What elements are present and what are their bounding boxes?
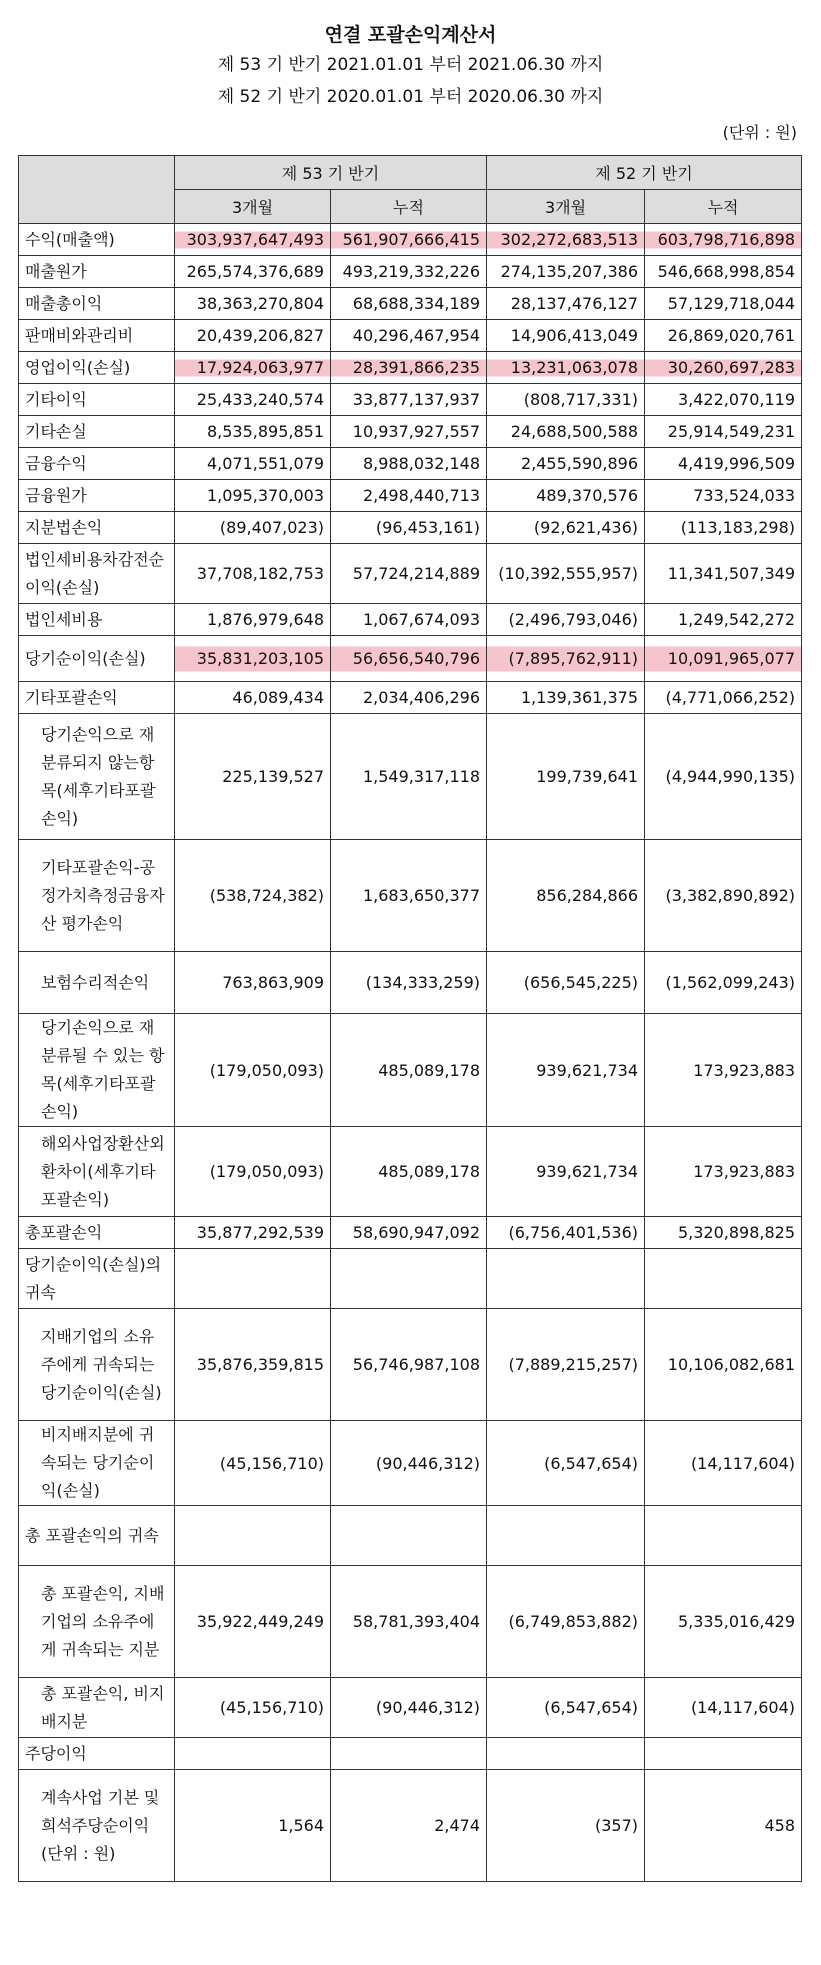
value-cell: 485,089,178 (331, 1014, 487, 1127)
value-cell: (7,889,215,257) (487, 1309, 645, 1421)
value-cell: 17,924,063,977 (175, 352, 331, 384)
value-cell (487, 1506, 645, 1566)
value-cell: 30,260,697,283 (645, 352, 802, 384)
table-row (19, 1217, 802, 1249)
value-cell: (656,545,225) (487, 952, 645, 1014)
value-cell: 35,922,449,249 (175, 1566, 331, 1678)
value-cell: 28,391,866,235 (331, 352, 487, 384)
table-row (19, 604, 802, 636)
table-row (19, 682, 802, 714)
value-cell: 58,781,393,404 (331, 1566, 487, 1678)
row-label: 금융수익 (19, 448, 175, 480)
value-cell: 26,869,020,761 (645, 320, 802, 352)
row-label: 당기손익으로 재분류될 수 있는 항목(세후기타포괄손익) (19, 1014, 175, 1127)
value-cell: 302,272,683,513 (487, 224, 645, 256)
value-cell: 225,139,527 (175, 714, 331, 840)
value-cell: 2,474 (331, 1770, 487, 1882)
value-cell: 173,923,883 (645, 1014, 802, 1127)
row-label: 당기손익으로 재분류되지 않는항목(세후기타포괄손익) (19, 714, 175, 840)
value-cell: 1,249,542,272 (645, 604, 802, 636)
value-cell: 939,621,734 (487, 1127, 645, 1217)
value-cell: (6,749,853,882) (487, 1566, 645, 1678)
value-cell (487, 1738, 645, 1770)
table-row (19, 1678, 802, 1738)
value-cell (331, 1738, 487, 1770)
value-cell: 68,688,334,189 (331, 288, 487, 320)
value-cell (645, 1506, 802, 1566)
table-row (19, 636, 802, 682)
value-cell: (96,453,161) (331, 512, 487, 544)
value-cell (645, 1738, 802, 1770)
value-cell: (45,156,710) (175, 1678, 331, 1738)
value-cell: 489,370,576 (487, 480, 645, 512)
value-cell: (1,562,099,243) (645, 952, 802, 1014)
value-cell: 2,455,590,896 (487, 448, 645, 480)
header-period-53: 제 53 기 반기 (175, 156, 487, 190)
header-blank (19, 156, 175, 224)
value-cell: 35,876,359,815 (175, 1309, 331, 1421)
value-cell: 28,137,476,127 (487, 288, 645, 320)
table-row (19, 288, 802, 320)
table-row (19, 1770, 802, 1882)
value-cell: 856,284,866 (487, 840, 645, 952)
value-cell: 561,907,666,415 (331, 224, 487, 256)
value-cell: (808,717,331) (487, 384, 645, 416)
value-cell: 458 (645, 1770, 802, 1882)
row-label: 수익(매출액) (19, 224, 175, 256)
header-cumulative-53: 누적 (331, 190, 487, 224)
value-cell: 20,439,206,827 (175, 320, 331, 352)
table-row (19, 480, 802, 512)
table-row (19, 384, 802, 416)
value-cell: 38,363,270,804 (175, 288, 331, 320)
table-row (19, 352, 802, 384)
value-cell: 24,688,500,588 (487, 416, 645, 448)
table-row (19, 1506, 802, 1566)
value-cell: 546,668,998,854 (645, 256, 802, 288)
value-cell: 763,863,909 (175, 952, 331, 1014)
value-cell: 35,831,203,105 (175, 636, 331, 682)
value-cell: 14,906,413,049 (487, 320, 645, 352)
value-cell: 303,937,647,493 (175, 224, 331, 256)
value-cell: 25,914,549,231 (645, 416, 802, 448)
row-label: 해외사업장환산외환차이(세후기타포괄손익) (19, 1127, 175, 1217)
table-row (19, 952, 802, 1014)
value-cell: 57,129,718,044 (645, 288, 802, 320)
value-cell: (90,446,312) (331, 1678, 487, 1738)
value-cell: (4,771,066,252) (645, 682, 802, 714)
row-label: 총 포괄손익, 비지배지분 (19, 1678, 175, 1738)
value-cell: 10,091,965,077 (645, 636, 802, 682)
value-cell: 4,071,551,079 (175, 448, 331, 480)
row-label: 매출총이익 (19, 288, 175, 320)
table-row (19, 714, 802, 840)
row-label: 기타이익 (19, 384, 175, 416)
table-row (19, 320, 802, 352)
value-cell: 939,621,734 (487, 1014, 645, 1127)
table-row (19, 1127, 802, 1217)
row-label: 계속사업 기본 및 희석주당순이익 (단위 : 원) (19, 1770, 175, 1882)
header-3month-53: 3개월 (175, 190, 331, 224)
value-cell: 25,433,240,574 (175, 384, 331, 416)
value-cell: 58,690,947,092 (331, 1217, 487, 1249)
row-label: 기타포괄손익 (19, 682, 175, 714)
value-cell: 8,535,895,851 (175, 416, 331, 448)
value-cell: 35,877,292,539 (175, 1217, 331, 1249)
row-label: 당기순이익(손실)의 귀속 (19, 1249, 175, 1309)
value-cell: 603,798,716,898 (645, 224, 802, 256)
table-row (19, 416, 802, 448)
value-cell: (7,895,762,911) (487, 636, 645, 682)
value-cell: 1,067,674,093 (331, 604, 487, 636)
value-cell: 33,877,137,937 (331, 384, 487, 416)
value-cell: 10,106,082,681 (645, 1309, 802, 1421)
value-cell: (179,050,093) (175, 1127, 331, 1217)
value-cell (331, 1249, 487, 1309)
document-title: 연결 포괄손익계산서 (324, 24, 497, 46)
row-label: 당기순이익(손실) (19, 636, 175, 682)
table-row (19, 840, 802, 952)
value-cell: 10,937,927,557 (331, 416, 487, 448)
table-row (19, 1738, 802, 1770)
value-cell: 1,095,370,003 (175, 480, 331, 512)
value-cell: 2,498,440,713 (331, 480, 487, 512)
row-label: 주당이익 (19, 1738, 175, 1770)
row-label: 매출원가 (19, 256, 175, 288)
table-row (19, 544, 802, 604)
table-row (19, 224, 802, 256)
value-cell: 13,231,063,078 (487, 352, 645, 384)
value-cell (331, 1506, 487, 1566)
value-cell: (357) (487, 1770, 645, 1882)
row-label: 기타포괄손익-공정가치측정금융자산 평가손익 (19, 840, 175, 952)
header-period-52: 제 52 기 반기 (487, 156, 802, 190)
value-cell: (45,156,710) (175, 1421, 331, 1506)
value-cell: (6,547,654) (487, 1678, 645, 1738)
table-row (19, 1566, 802, 1678)
row-label: 지분법손익 (19, 512, 175, 544)
value-cell: (113,183,298) (645, 512, 802, 544)
value-cell: 8,988,032,148 (331, 448, 487, 480)
value-cell: (14,117,604) (645, 1678, 802, 1738)
value-cell: 11,341,507,349 (645, 544, 802, 604)
row-label: 법인세비용차감전순이익(손실) (19, 544, 175, 604)
value-cell: (134,333,259) (331, 952, 487, 1014)
table-row (19, 448, 802, 480)
period-current: 제 53 기 반기 2021.01.01 부터 2021.06.30 까지 (217, 55, 604, 75)
row-label: 총포괄손익 (19, 1217, 175, 1249)
value-cell: 485,089,178 (331, 1127, 487, 1217)
row-label: 보험수리적손익 (19, 952, 175, 1014)
header-3month-52: 3개월 (487, 190, 645, 224)
value-cell: 3,422,070,119 (645, 384, 802, 416)
value-cell: 5,335,016,429 (645, 1566, 802, 1678)
value-cell: (90,446,312) (331, 1421, 487, 1506)
value-cell (175, 1249, 331, 1309)
income-statement-table (18, 155, 802, 1882)
row-label: 총 포괄손익, 지배기업의 소유주에게 귀속되는 지분 (19, 1566, 175, 1678)
value-cell (487, 1249, 645, 1309)
row-label: 총 포괄손익의 귀속 (19, 1506, 175, 1566)
table-row (19, 256, 802, 288)
row-label: 지배기업의 소유주에게 귀속되는 당기순이익(손실) (19, 1309, 175, 1421)
value-cell: (3,382,890,892) (645, 840, 802, 952)
value-cell: 733,524,033 (645, 480, 802, 512)
value-cell: 1,683,650,377 (331, 840, 487, 952)
row-label: 비지배지분에 귀속되는 당기순이익(손실) (19, 1421, 175, 1506)
value-cell: 56,656,540,796 (331, 636, 487, 682)
unit-label: (단위 : 원) (722, 123, 797, 142)
value-cell (175, 1738, 331, 1770)
header-cumulative-52: 누적 (645, 190, 802, 224)
value-cell: 4,419,996,509 (645, 448, 802, 480)
value-cell: (14,117,604) (645, 1421, 802, 1506)
value-cell: 493,219,332,226 (331, 256, 487, 288)
value-cell (175, 1506, 331, 1566)
value-cell: 56,746,987,108 (331, 1309, 487, 1421)
table-row (19, 1249, 802, 1309)
value-cell: (6,756,401,536) (487, 1217, 645, 1249)
table-row (19, 1309, 802, 1421)
row-label: 금융원가 (19, 480, 175, 512)
value-cell (645, 1249, 802, 1309)
value-cell: (2,496,793,046) (487, 604, 645, 636)
value-cell: (6,547,654) (487, 1421, 645, 1506)
value-cell: (179,050,093) (175, 1014, 331, 1127)
row-label: 법인세비용 (19, 604, 175, 636)
value-cell: 40,296,467,954 (331, 320, 487, 352)
value-cell: 37,708,182,753 (175, 544, 331, 604)
value-cell: 5,320,898,825 (645, 1217, 802, 1249)
value-cell: (538,724,382) (175, 840, 331, 952)
value-cell: 57,724,214,889 (331, 544, 487, 604)
value-cell: (4,944,990,135) (645, 714, 802, 840)
value-cell: 1,139,361,375 (487, 682, 645, 714)
table-row (19, 1014, 802, 1127)
row-label: 기타손실 (19, 416, 175, 448)
value-cell: 274,135,207,386 (487, 256, 645, 288)
value-cell: 1,549,317,118 (331, 714, 487, 840)
value-cell: (89,407,023) (175, 512, 331, 544)
value-cell: 1,876,979,648 (175, 604, 331, 636)
value-cell: 1,564 (175, 1770, 331, 1882)
row-label: 판매비와관리비 (19, 320, 175, 352)
period-prior: 제 52 기 반기 2020.01.01 부터 2020.06.30 까지 (217, 87, 604, 107)
value-cell: 2,034,406,296 (331, 682, 487, 714)
row-label: 영업이익(손실) (19, 352, 175, 384)
value-cell: 46,089,434 (175, 682, 331, 714)
table-row (19, 1421, 802, 1506)
table-row (19, 512, 802, 544)
value-cell: 173,923,883 (645, 1127, 802, 1217)
value-cell: 199,739,641 (487, 714, 645, 840)
value-cell: (92,621,436) (487, 512, 645, 544)
value-cell: 265,574,376,689 (175, 256, 331, 288)
value-cell: (10,392,555,957) (487, 544, 645, 604)
